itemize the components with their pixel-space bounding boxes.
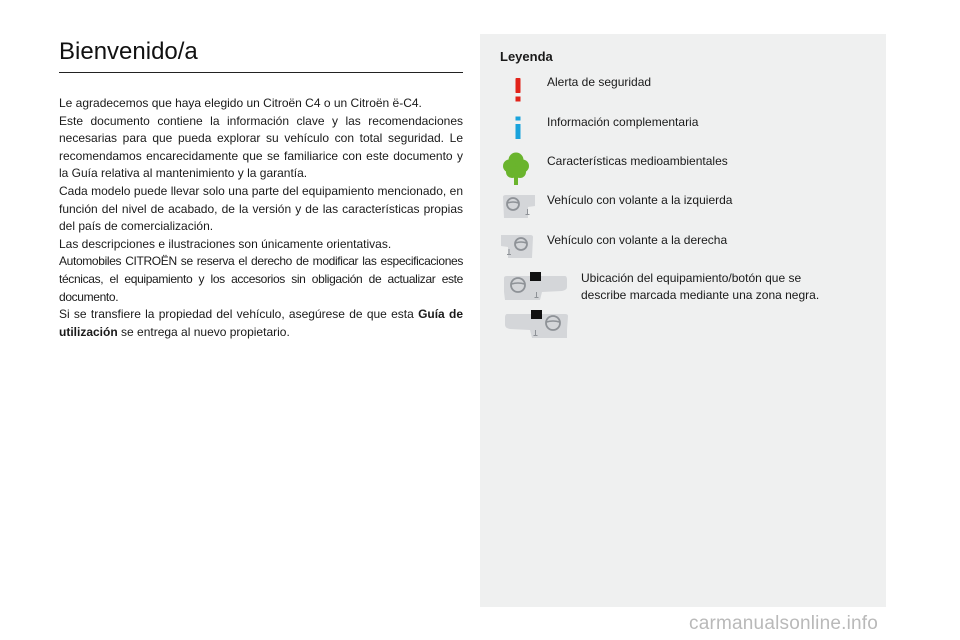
tree-icon: [503, 152, 529, 186]
legend-label-lhd: Vehículo con volante a la izquierda: [547, 193, 733, 207]
rhd-equipment-location-icon: [504, 310, 570, 340]
intro-column: [59, 38, 463, 341]
legend-item-rhd: [480, 232, 886, 262]
intro-paragraph-6-end: se entrega al nuevo propietario.: [117, 324, 290, 339]
intro-paragraph-2: Este documento contiene la información clave y las recomendaciones necesarias para que pueda explorar su vehículo con total seguridad. Le recomendamos encarecidamente que se familiarice con este documento y la Guía relativa al mantenimiento y la garantía.: [59, 113, 463, 181]
intro-text: [59, 95, 463, 341]
info-icon: [510, 116, 526, 140]
legend-label-rhd: Vehículo con volante a la derecha: [547, 233, 728, 247]
intro-paragraph-3: Cada modelo puede llevar solo una parte del equipamiento mencionado, en función del nivel de acabado, de la versión y de las características propias del país de comercialización.: [59, 183, 463, 234]
legend-label-equipment-location: Ubicación del equipamiento/botón que se describe marcada mediante una zona negra.: [581, 271, 820, 302]
legend-title: Leyenda: [500, 49, 553, 64]
right-hand-drive-icon: [500, 234, 534, 260]
intro-paragraph-6-start: Si se transfiere la propiedad del vehículo, asegúrese de que esta: [59, 307, 419, 322]
legend-item-safety: [480, 74, 886, 104]
legend-panel: [480, 34, 886, 607]
legend-item-lhd: [480, 192, 886, 222]
legend-item-info: [480, 114, 886, 144]
legend-item-equipment-location: [480, 270, 886, 340]
exclamation-warning-icon: [510, 78, 526, 102]
intro-paragraph-4: Las descripciones e ilustraciones son únicamente orientativas.: [59, 236, 392, 251]
legend-item-eco: [480, 152, 886, 188]
legend-label-info: Información complementaria: [547, 115, 699, 129]
title-divider: [59, 72, 463, 73]
lhd-equipment-location-icon: [502, 272, 568, 302]
guide-name: Guía de utilización: [59, 307, 463, 339]
legend-label-eco: Características medioambientales: [547, 154, 728, 168]
intro-paragraph-6: [59, 306, 463, 341]
page-title: Bienvenido/a: [59, 38, 198, 65]
intro-paragraph-5: Automobiles CITROËN se reserva el derecho de modificar las especificaciones técnicas, el equipamiento y los accesorios sin obligación de actualizar este documento.: [59, 254, 463, 304]
legend-label-safety: Alerta de seguridad: [547, 75, 652, 89]
left-hand-drive-icon: [502, 194, 536, 220]
watermark: carmanualsonline.info: [689, 613, 879, 634]
intro-paragraph-1: Le agradecemos que haya elegido un Citroën C4 o un Citroën ë-C4.: [59, 96, 422, 110]
